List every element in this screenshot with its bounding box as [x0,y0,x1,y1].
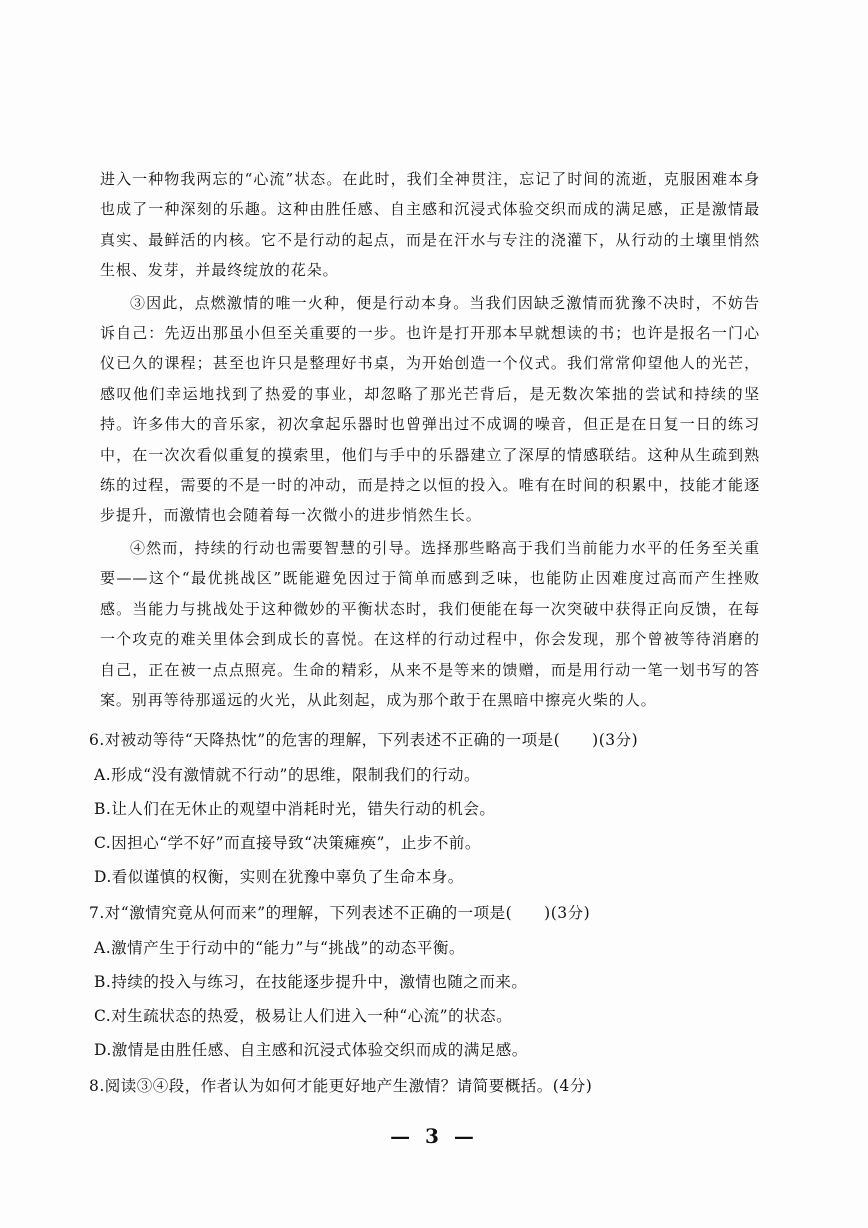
question-7-option-b: B.持续的投入与练习，在技能逐步提升中，激情也随之而来。 [94,973,528,991]
passage-paragraph-continued: 进入一种物我两忘的“心流”状态。在此时，我们全神贯注，忘记了时间的流逝，克服困难本身也成了一种深刻的乐趣。这种由胜任感、自主感和沉浸式体验交织而成的满足感，正是激情最真实、最鲜活的内核。它不是行动的起点，而是在汗水与专注的浇灌下，从行动的土壤里悄然生根、发芽，并最终绽放的花朵。 [100,170,760,280]
question-6-option-a: A.形成“没有激情就不行动”的思维，限制我们的行动。 [94,766,480,784]
reading-passage [100,164,760,715]
passage-paragraph-4: ④然而，持续的行动也需要智慧的引导。选择那些略高于我们当前能力水平的任务至关重要——这个“最优挑战区”既能避免因过于简单而感到乏味，也能防止因难度过高而产生挫败感。当能力与挑战处于这种微妙的平衡状态时，我们便能在每一次突破中获得正向反馈，在每一个攻克的难关里体会到成长的喜悦。在这样的行动过程中，你会发现，那个曾被等待消磨的自己，正在被一点点照亮。生命的精彩，从来不是等来的馈赠，而是用行动一笔一划书写的答案。别再等待那遥远的火光，从此刻起，成为那个敢于在黑暗中擦亮火柴的人。 [100,538,760,709]
question-6-option-d: D.看似谨慎的权衡，实则在犹豫中辜负了生命本身。 [94,868,464,886]
question-7-stem: 7.对“激情究竟从何而来”的理解，下列表述不正确的一项是( )(3分) [89,904,591,922]
question-6-option-b: B.让人们在无休止的观望中消耗时光，错失行动的机会。 [94,800,496,818]
question-6-option-c: C.因担心“学不好”而直接导致“决策瘫痪”，止步不前。 [94,834,481,852]
question-7-option-d: D.激情是由胜任感、自主感和沉浸式体验交织而成的满足感。 [94,1041,528,1059]
page-number: — 3 — [390,1124,478,1148]
question-6-stem: 6.对被动等待“天降热忱”的危害的理解，下列表述不正确的一项是( )(3分) [89,731,639,749]
question-8-stem: 8.阅读③④段，作者认为如何才能更好地产生激情？请简要概括。(4分) [89,1077,593,1095]
question-7-option-a: A.激情产生于行动中的“能力”与“挑战”的动态平衡。 [94,939,465,957]
passage-paragraph-3: ③因此，点燃激情的唯一火种，便是行动本身。当我们因缺乏激情而犹豫不决时，不妨告诉自己：先迈出那虽小但至关重要的一步。也许是打开那本早就想读的书；也许是报名一门心仪已久的课程；甚至也许只是整理好书桌，为开始创造一个仪式。我们常常仰望他人的光芒，感叹他们幸运地找到了热爱的事业，却忽略了那光芒背后，是无数次笨拙的尝试和持续的坚持。许多伟大的音乐家，初次拿起乐器时也曾弹出过不成调的噪音，但正是在日复一日的练习中，在一次次看似重复的摸索里，他们与手中的乐器建立了深厚的情感联结。这种从生疏到熟练的过程，需要的不是一时的冲动，而是持之以恒的投入。唯有在时间的积累中，技能才能逐步提升，而激情也会随着每一次微小的进步悄然生长。 [100,293,760,525]
question-7-option-c: C.对生疏状态的热爱，极易让人们进入一种“心流”的状态。 [94,1007,513,1025]
question-list [89,723,769,1103]
